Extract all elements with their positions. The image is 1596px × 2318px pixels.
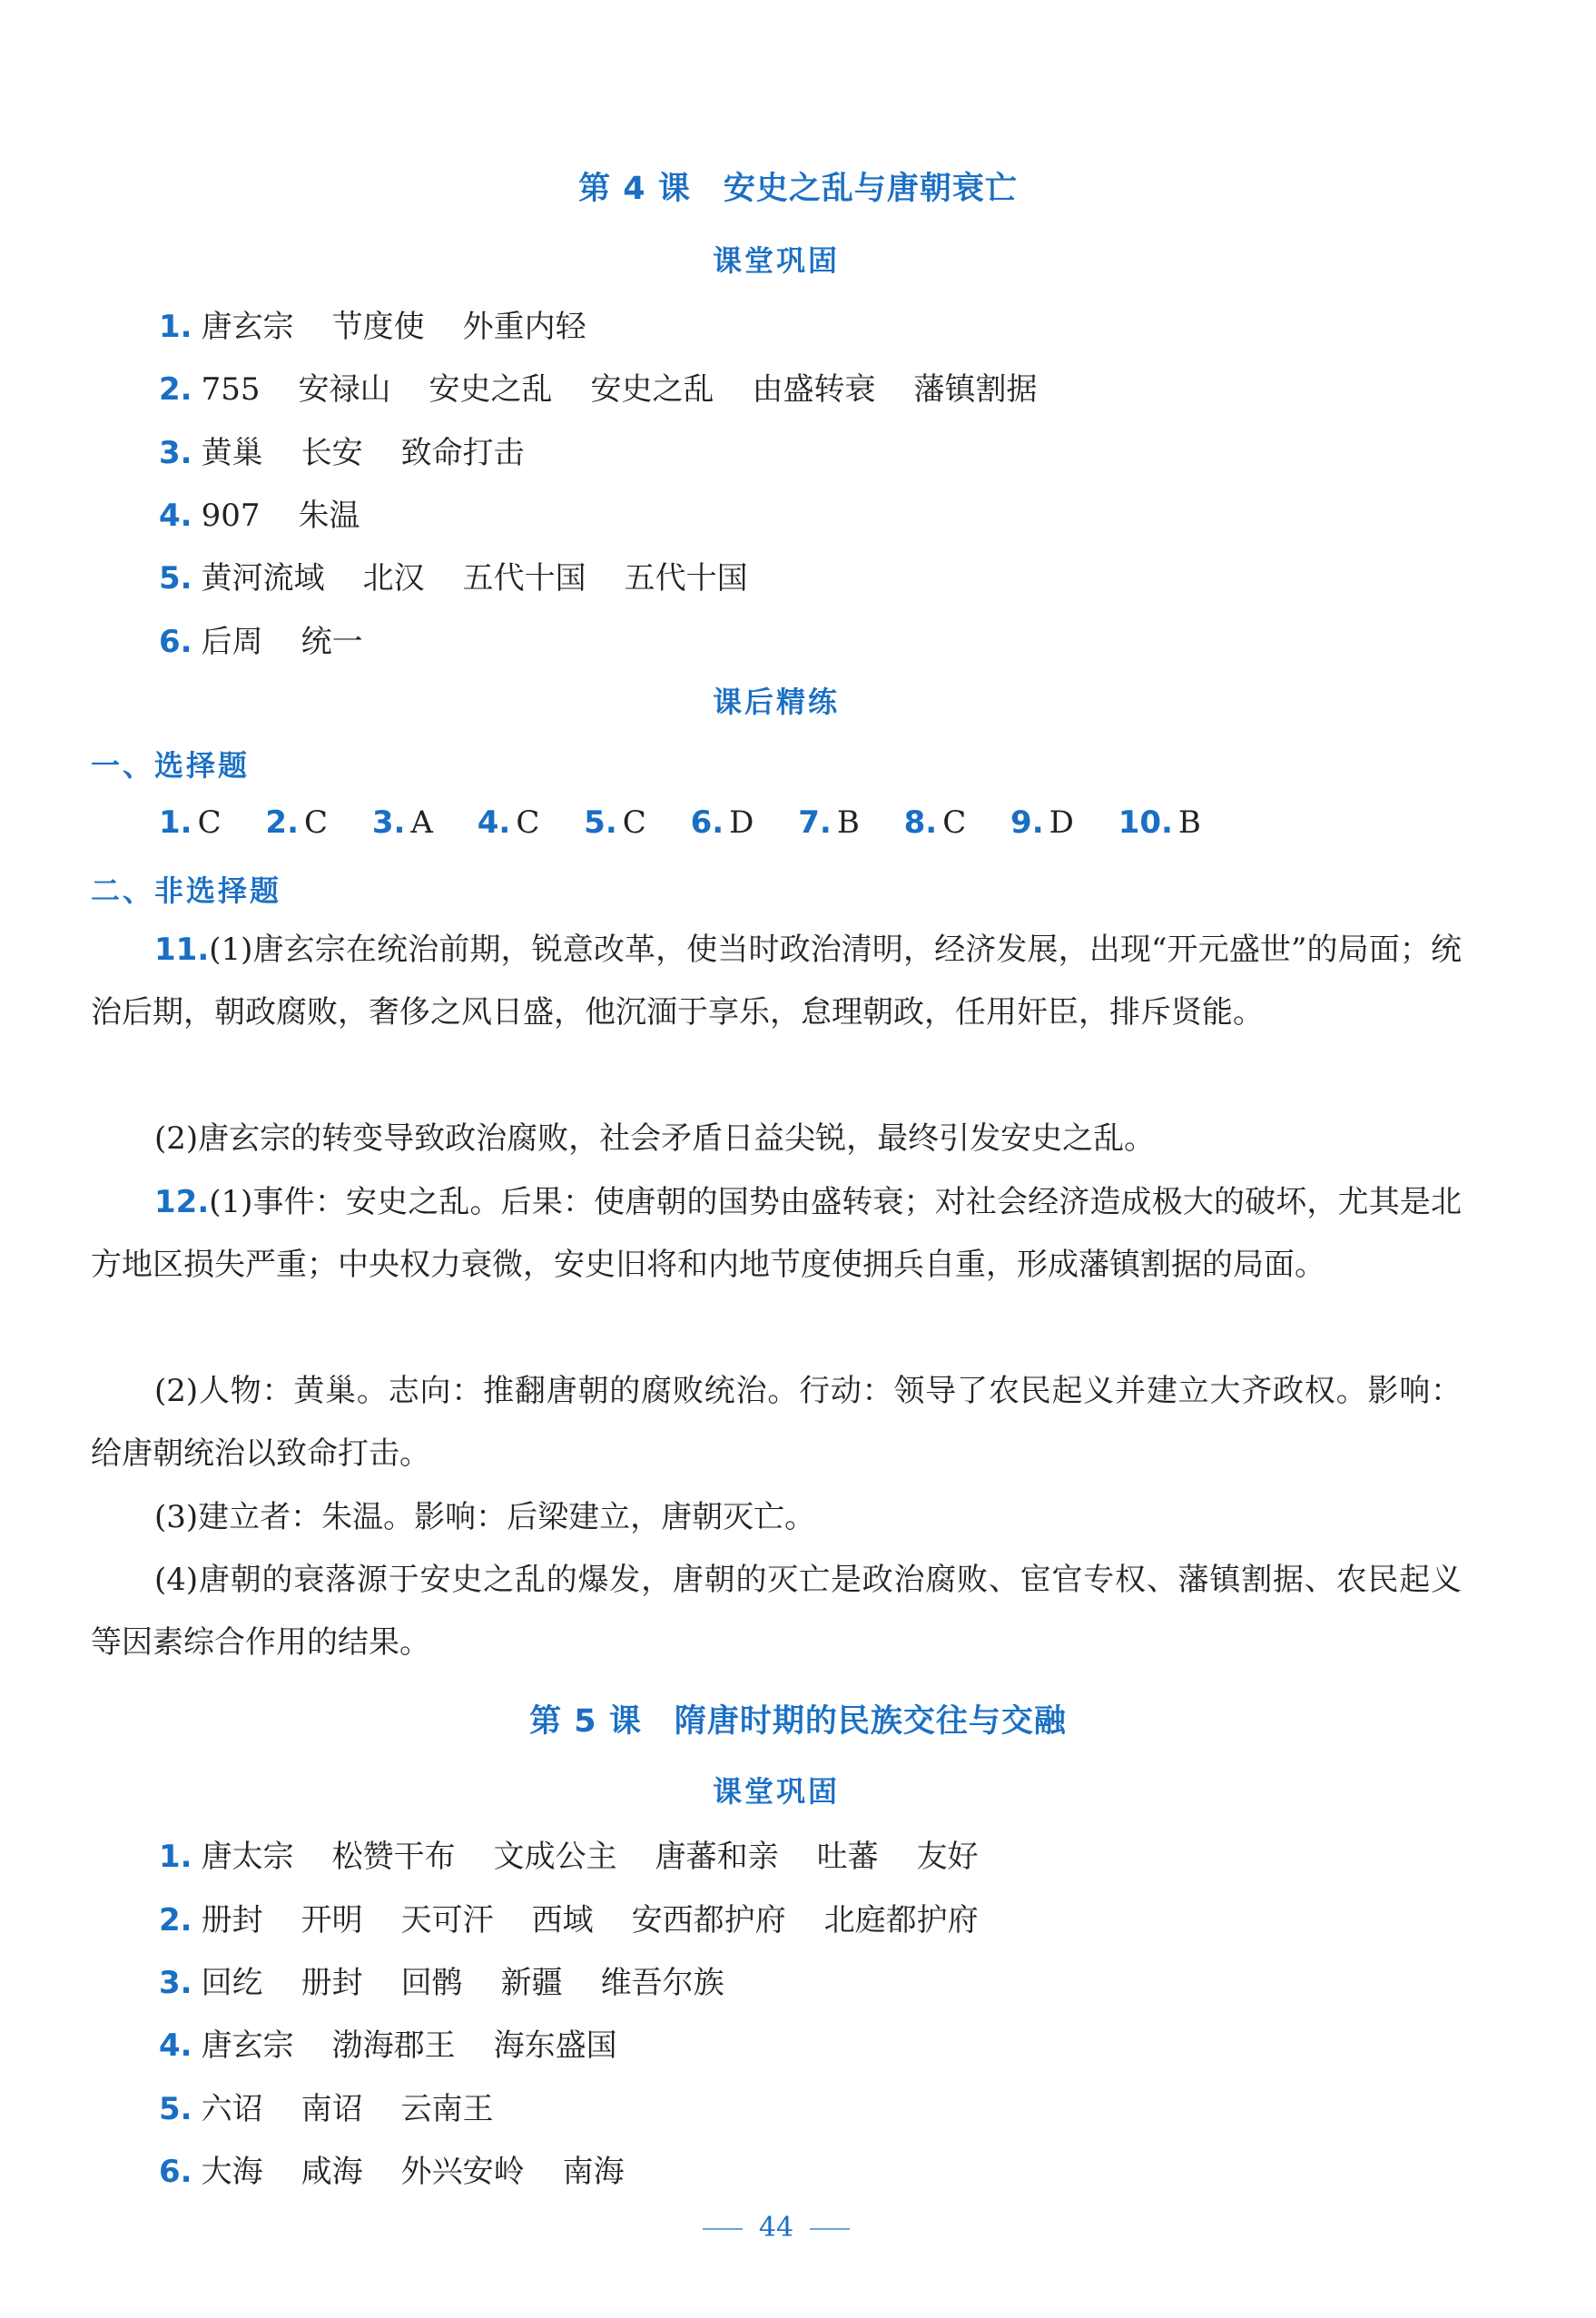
answer: 755	[201, 371, 261, 408]
mc-answer-2	[265, 804, 328, 841]
item-number: 1.	[159, 309, 192, 345]
q11-text-1: (1)唐玄宗在统治前期，锐意改革，使当时政治清明，经济发展，出现“开元盛世”的局面；统治后期，朝政腐败，奢侈之风日盛，他沉湎于享乐，怠理朝政，任用奸臣，排斥贤能。	[91, 932, 1462, 1031]
mc-number: 5.	[584, 804, 617, 841]
lesson-4-classwork-item-2	[159, 364, 1075, 409]
mc-number: 10.	[1118, 804, 1173, 841]
answer: 外重内轻	[462, 309, 586, 345]
answer: 致命打击	[400, 435, 525, 471]
lesson-4-title	[0, 163, 1596, 209]
item-number: 1.	[159, 1839, 192, 1875]
answer: 907	[201, 498, 261, 534]
answer: 长安	[300, 435, 363, 471]
answer: 安史之乱	[429, 371, 553, 408]
answer: 由盛转衰	[752, 371, 876, 408]
answer: 五代十国	[462, 560, 586, 597]
answer: 开明	[300, 1902, 363, 1938]
item-number: 3.	[159, 1965, 192, 2001]
item-number: 4.	[159, 2027, 192, 2064]
part-1-title: 一、选择题	[91, 748, 251, 783]
answer: 回鹘	[400, 1965, 463, 2001]
mc-answer-6	[691, 804, 754, 841]
mc-letter: B	[1177, 804, 1201, 841]
answer: 南诏	[300, 2091, 363, 2127]
answer: 唐玄宗	[201, 309, 294, 345]
answer: 松赞干布	[331, 1839, 456, 1875]
answer: 黄河流域	[201, 560, 325, 597]
answer: 册封	[300, 1965, 363, 2001]
lesson-5-classwork-item-5	[159, 2084, 532, 2128]
answer: 渤海郡王	[331, 2027, 456, 2064]
answer: 唐玄宗	[201, 2027, 294, 2064]
mc-letter: D	[1049, 804, 1074, 841]
q12-answer-1	[91, 1171, 1462, 1297]
answer: 唐太宗	[201, 1839, 294, 1875]
q12-number: 12.	[154, 1184, 210, 1220]
answer: 节度使	[331, 309, 425, 345]
page-number	[0, 2212, 1552, 2244]
item-number: 3.	[159, 435, 192, 471]
mc-number: 4.	[477, 804, 511, 841]
mc-number: 1.	[159, 804, 192, 841]
item-number: 6.	[159, 624, 192, 660]
answer: 大海	[201, 2154, 263, 2190]
lesson-4-number: 第 4 课	[578, 171, 691, 207]
q12-answer-4: (4)唐朝的衰落源于安史之乱的爆发，唐朝的灭亡是政治腐败、宦官专权、藩镇割据、农民起义等因素综合作用的结果。	[91, 1562, 1462, 1661]
q11-number: 11.	[154, 932, 210, 968]
mc-number: 9.	[1010, 804, 1044, 841]
item-number: 5.	[159, 2091, 192, 2127]
mc-number: 3.	[371, 804, 406, 841]
lesson-5-classwork-title: 课堂巩固	[712, 1774, 840, 1809]
part-2-title: 二、非选择题	[91, 873, 282, 908]
mc-answer-5	[584, 804, 646, 841]
answer: 册封	[201, 1902, 263, 1938]
answer: 藩镇割据	[913, 371, 1038, 408]
lesson-4-classwork-title: 课堂巩固	[712, 243, 840, 278]
answer: 安禄山	[298, 371, 391, 408]
answer: 西域	[531, 1902, 594, 1938]
mc-letter: A	[410, 804, 433, 841]
mc-letter: C	[622, 804, 646, 841]
mc-letter: C	[942, 804, 967, 841]
mc-answer-9	[1010, 804, 1074, 841]
answer: 友好	[916, 1839, 979, 1875]
mc-answer-7	[798, 804, 860, 841]
mc-answer-4	[478, 804, 540, 841]
lesson-4-classwork-item-6	[159, 616, 401, 661]
mc-number: 7.	[798, 804, 832, 841]
divider	[703, 2228, 743, 2230]
answer: 天可汗	[400, 1902, 494, 1938]
mc-number: 6.	[690, 804, 724, 841]
mc-number: 2.	[265, 804, 299, 841]
answer: 云南王	[400, 2091, 494, 2127]
q12-answer-2: (2)人物：黄巢。志向：推翻唐朝的腐败统治。行动：领导了农民起义并建立大齐政权。影响：给唐朝统治以致命打击。	[91, 1373, 1462, 1472]
answer: 新疆	[500, 1965, 563, 2001]
lesson-5-classwork-item-6	[159, 2146, 663, 2191]
answer: 回纥	[201, 1965, 263, 2001]
lesson-5-classwork-item-4	[159, 2020, 655, 2065]
answer: 南海	[562, 2154, 625, 2190]
mc-answer-1	[159, 804, 222, 841]
answer: 黄巢	[201, 435, 263, 471]
item-number: 2.	[159, 371, 192, 408]
answer: 外兴安岭	[400, 2154, 525, 2190]
answer: 安史之乱	[590, 371, 714, 408]
item-number: 6.	[159, 2154, 192, 2190]
q11-answer-1	[91, 919, 1462, 1044]
lesson-5-name: 隋唐时期的民族交往与交融	[674, 1703, 1067, 1740]
answer: 朱温	[298, 498, 360, 534]
page-number-text: 44	[758, 2212, 794, 2244]
multiple-choice-answers	[159, 804, 1236, 841]
answer: 五代十国	[624, 560, 748, 597]
mc-letter: C	[197, 804, 222, 841]
lesson-4-classwork-item-3	[159, 428, 563, 472]
lesson-4-classwork-item-4	[159, 490, 398, 535]
lesson-4-classwork-item-5	[159, 553, 786, 597]
lesson-5-classwork-item-1	[159, 1831, 1017, 1876]
lesson-5-classwork-item-2	[159, 1895, 1017, 1939]
mc-letter: B	[836, 804, 860, 841]
mc-answer-8	[904, 804, 967, 841]
mc-letter: C	[516, 804, 540, 841]
divider	[810, 2228, 850, 2230]
answer: 北庭都护府	[823, 1902, 979, 1938]
q12-text-1: (1)事件：安史之乱。后果：使唐朝的国势由盛转衰；对社会经济造成极大的破坏，尤其是北方地区损失严重；中央权力衰微，安史旧将和内地节度使拥兵自重，形成藩镇割据的局面。	[91, 1184, 1462, 1283]
answer: 安西都护府	[631, 1902, 786, 1938]
answer: 吐蕃	[816, 1839, 879, 1875]
mc-number: 8.	[903, 804, 938, 841]
mc-letter: D	[729, 804, 754, 841]
answer: 六诏	[201, 2091, 263, 2127]
item-number: 2.	[159, 1902, 192, 1938]
mc-letter: C	[303, 804, 328, 841]
lesson-4-name: 安史之乱与唐朝衰亡	[723, 171, 1018, 207]
answer: 维吾尔族	[600, 1965, 724, 2001]
lesson-5-title	[0, 1696, 1596, 1741]
q11-answer-2: (2)唐玄宗的转变导致政治腐败，社会矛盾日益尖锐，最终引发安史之乱。	[154, 1120, 1156, 1157]
item-number: 4.	[159, 498, 192, 534]
answer: 后周	[201, 624, 263, 660]
item-number: 5.	[159, 560, 192, 597]
lesson-4-classwork-item-1	[159, 301, 625, 346]
lesson-4-homework-title: 课后精练	[712, 685, 840, 719]
answer: 统一	[300, 624, 363, 660]
answer: 海东盛国	[493, 2027, 617, 2064]
mc-answer-3	[372, 804, 433, 841]
lesson-5-number: 第 5 课	[529, 1703, 642, 1740]
mc-answer-10	[1118, 804, 1201, 841]
lesson-5-classwork-item-3	[159, 1958, 763, 2002]
answer: 文成公主	[493, 1839, 617, 1875]
answer: 北汉	[362, 560, 425, 597]
answer: 唐蕃和亲	[655, 1839, 779, 1875]
answer: 咸海	[300, 2154, 363, 2190]
q12-answer-3: (3)建立者：朱温。影响：后梁建立，唐朝灭亡。	[154, 1499, 816, 1535]
